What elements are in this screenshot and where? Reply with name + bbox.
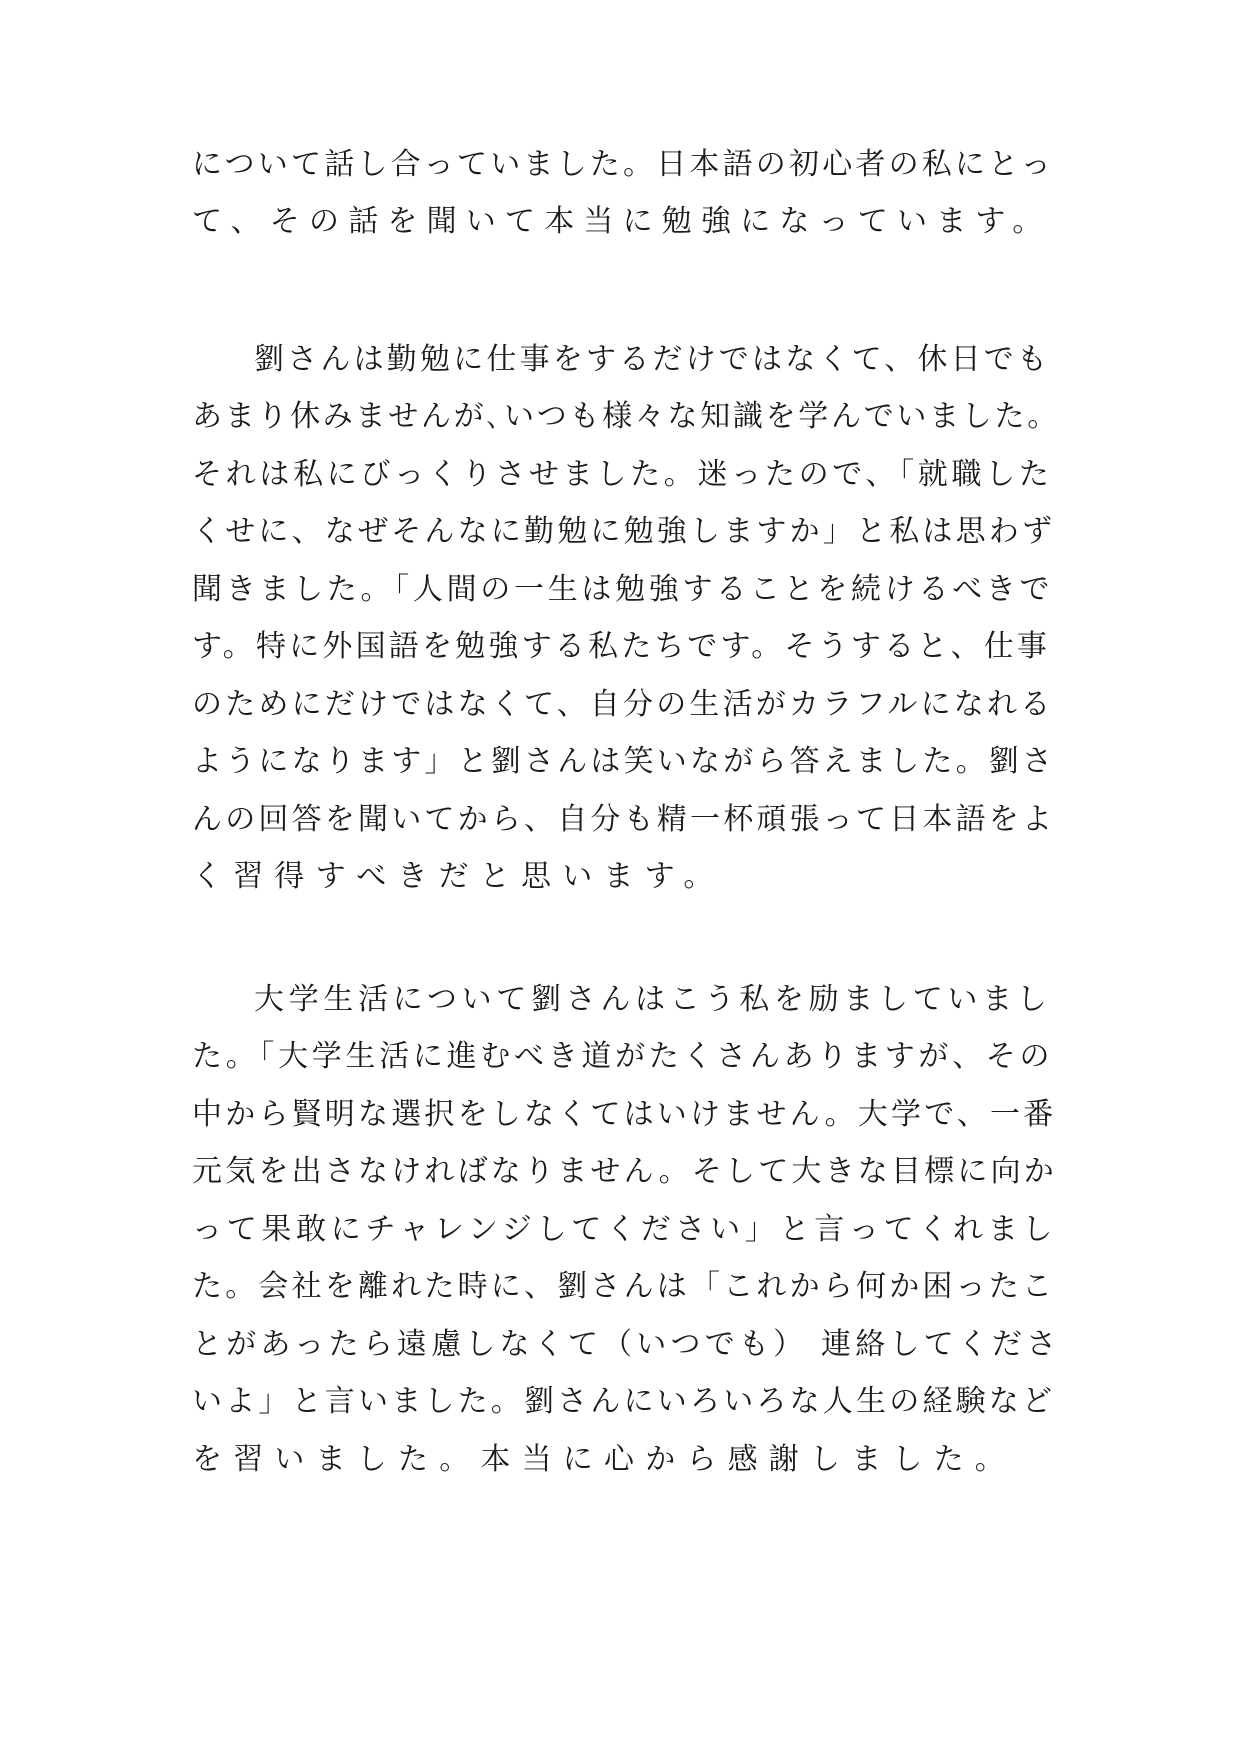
paragraph-3-line-5	[0, 1201, 1241, 1259]
paragraph-2-line-2	[0, 388, 1241, 446]
paragraph-2-line-4	[0, 503, 1241, 561]
text-line: それは私にびっくりさせました。迷ったので、「就職した	[192, 457, 1053, 492]
paragraph-2-line-10	[0, 848, 1241, 906]
text-line: て、その話を聞いて本当に勉強になっています。	[192, 204, 1052, 239]
text-line: って果敢にチャレンジしてください」と言ってくれまし	[192, 1212, 1058, 1247]
paragraph-3-line-7	[0, 1316, 1241, 1374]
text-line: く習得すべきだと思います。	[192, 859, 725, 894]
paragraph-3-line-6	[0, 1258, 1241, 1316]
text-line: た。会社を離れた時に、劉さんは「これから何か困ったこ	[192, 1269, 1056, 1304]
text-line: 聞きました。「人間の一生は勉強することを続けるべきで	[192, 572, 1054, 607]
paragraph-2-line-9	[0, 791, 1241, 849]
text-line: んの回答を聞いてから、自分も精一杯頑張って日本語をよ	[192, 802, 1056, 837]
paragraph-2-line-1	[0, 331, 1241, 389]
text-line: を習いました。本当に心から感謝しました。	[192, 1442, 1016, 1477]
paragraph-3-line-2	[0, 1028, 1241, 1086]
text-line: す。特に外国語を勉強する私たちです。そうすると、仕事	[192, 629, 1051, 664]
paragraph-3-line-8	[0, 1373, 1241, 1431]
paragraph-3-line-1	[0, 971, 1241, 1029]
text-line: 大学生活について劉さんはこう私を励ましていまし	[254, 982, 1052, 1017]
paragraph-2-line-5	[0, 561, 1241, 619]
paragraph-3-line-3	[0, 1086, 1241, 1144]
text-line: ようになります」と劉さんは笑いながら答えました。劉さ	[192, 744, 1056, 779]
paragraph-1-line-2	[0, 193, 1241, 251]
text-line: とがあったら遠慮しなくて（いつでも） 連絡してくださ	[192, 1327, 1061, 1362]
text-line: のためにだけではなくて、自分の生活がカラフルになれる	[192, 687, 1054, 722]
paragraph-2-line-8	[0, 733, 1241, 791]
text-line: あまり休みませんが､いつも様々な知識を学んでいました。	[192, 399, 1060, 434]
text-line: 劉さんは勤勉に仕事をするだけではなくて、休日でも	[254, 342, 1051, 377]
paragraph-2-line-7	[0, 676, 1241, 734]
text-line: について話し合っていました。日本語の初心者の私にとっ	[192, 147, 1054, 182]
paragraph-2-line-3	[0, 446, 1241, 504]
text-line: 元気を出さなければなりません。そして大きな目標に向か	[192, 1154, 1057, 1189]
text-line: くせに、なぜそんなに勤勉に勉強しますか」と私は思わず	[192, 514, 1056, 549]
paragraph-3-line-4	[0, 1143, 1241, 1201]
text-line: た。「大学生活に進むべき道がたくさんありますが、その	[192, 1039, 1054, 1074]
paragraph-3-line-9	[0, 1431, 1241, 1489]
text-line: いよ」と言いました。劉さんにいろいろな人生の経験など	[192, 1384, 1056, 1419]
text-line: 中から賢明な選択をしなくてはいけません。大学で、一番	[192, 1097, 1057, 1132]
paragraph-2-line-6	[0, 618, 1241, 676]
paragraph-1-line-1	[0, 136, 1241, 194]
